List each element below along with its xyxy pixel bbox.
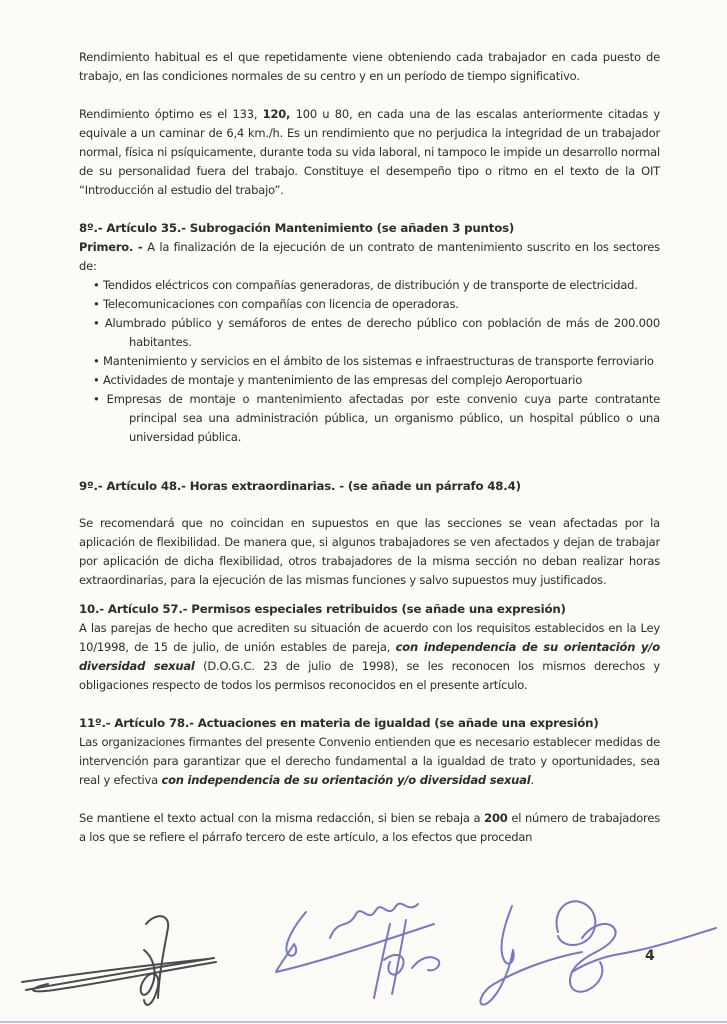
section-8-heading: 8º.- Artículo 35.- Subrogación Mantenimiento (se añaden 3 puntos) [79, 221, 515, 235]
emphasis-text: con independencia de su orientación y/o diversidad sexual [161, 773, 531, 787]
paragraph-text: A la finalización de la ejecución de un contrato de mantenimiento suscrito en los sectores de: [79, 240, 660, 273]
paragraph-text: (D.O.G.C. 23 de julio de 1998), se les reconocen los mismos derechos y obligaciones respecto de todos los permisos reconocidos en el presente artículo. [79, 659, 660, 692]
bullet-item [79, 295, 660, 314]
paragraph-text: 100 u 80, en cada una de las escalas anteriormente citadas y equivale a un caminar de 6,4 km./h. Es un rendimiento que no perjudica la integridad de un trabajador normal, física ni psíquicamente, durante toda su vida laboral, ni tampoco le impide un desarrollo normal de su personalidad fuera del trabajo. Constituye el desempeño tipo o ritmo en el texto de la OIT “Introducción al estudio del trabajo”. [79, 107, 661, 197]
bullet-item [79, 371, 660, 390]
primero-label: Primero. - [79, 240, 148, 254]
bullet-text: Telecomunicaciones con compañías con licencia de operadoras. [103, 297, 459, 311]
bullet-item [79, 352, 660, 371]
bullet-text: Tendidos eléctricos con compañías generadoras, de distribución y de transporte de electricidad. [103, 278, 638, 292]
scan-edge-line [0, 1021, 727, 1023]
bold-text: 120, [262, 107, 291, 121]
signature-center [272, 898, 472, 1006]
paragraph-text: Rendimiento óptimo es el 133, [79, 107, 263, 121]
section-9-paragraph: Se recomendará que no coincidan en supuestos en que las secciones se vean afectadas por la aplicación de flexibilidad. De manera que, si algunos trabajadores se ven afectados y dejan de trabajar por aplicación de dicha flexibilidad, otros trabajadores de la misma sección no deban realizar horas extraordinarias, para la ejecución de las mismas funciones y salvo supuestos muy justificados. [79, 516, 660, 587]
page-number: 4 [645, 948, 655, 964]
section-9-heading: 9º.- Artículo 48.- Horas extraordinarias. - (se añade un párrafo 48.4) [79, 479, 521, 493]
paragraph-text: A las parejas de hecho que acrediten su situación de acuerdo con los requisitos establecidos en la Ley 10/1998, de 15 de julio, de unión estables de pareja, [79, 621, 660, 654]
section-10-paragraph [79, 619, 660, 695]
bullet-item [79, 390, 660, 447]
bold-text: 200 [484, 811, 508, 825]
signature-left [18, 912, 218, 1017]
signature-right [478, 896, 724, 1018]
bullet-item [79, 314, 660, 352]
emphasis-text: con independencia de su orientación y/o diversidad sexual [79, 640, 660, 673]
paragraph-text: Las organizaciones firmantes del presente Convenio entienden que es necesario establecer medidas de intervención para garantizar que el derecho fundamental a la igualdad de trato y oportunidades, sea real y efectiva [79, 735, 660, 787]
document-body [79, 48, 660, 847]
paragraph-text: . [530, 773, 534, 787]
section-8-lead [79, 238, 660, 276]
section-10-heading: 10.- Artículo 57.- Permisos especiales retribuidos (se añade una expresión) [79, 602, 566, 616]
bullet-text: Mantenimiento y servicios en el ámbito de los sistemas e infraestructuras de transporte ferroviario [103, 354, 654, 368]
section-11-heading: 11º.- Artículo 78.- Actuaciones en materia de igualdad (se añade una expresión) [79, 716, 599, 730]
paragraph-text: el número de trabajadores a los que se refiere el párrafo tercero de este artículo, a los efectos que procedan [79, 811, 660, 844]
bullet-text: Alumbrado público y semáforos de entes de derecho público con población de más de 200.000 habitantes. [104, 316, 661, 349]
paragraph-rendimiento-habitual: Rendimiento habitual es el que repetidamente viene obteniendo cada trabajador en cada puesto de trabajo, en las condiciones normales de su centro y en un período de tiempo significativo. [79, 50, 660, 83]
section-8-bullet-list [79, 276, 660, 447]
bullet-item [79, 276, 660, 295]
paragraph-text: Se mantiene el texto actual con la misma redacción, si bien se rebaja a [79, 811, 485, 825]
closing-paragraph [79, 809, 660, 847]
section-11-paragraph [79, 733, 660, 790]
bullet-text: Actividades de montaje y mantenimiento de las empresas del complejo Aeroportuario [103, 373, 583, 387]
bullet-text: Empresas de montaje o mantenimiento afectadas por este convenio cuya parte contratante principal sea una administración pública, un organismo público, un hospital público o una universidad pública. [106, 392, 661, 444]
paragraph-rendimiento-optimo [79, 105, 660, 200]
